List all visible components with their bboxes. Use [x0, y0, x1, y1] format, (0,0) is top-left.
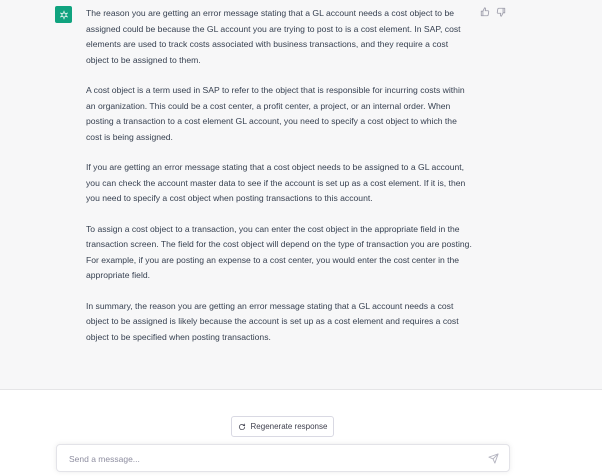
message-paragraph: A cost object is a term used in SAP to refer to the object that is responsible for incurring costs within an organization. This could be a cost center, a profit center, a project, or an internal order. When posting a transaction to a cost element GL account, you need to specify a cost object to which the cost is being assigned. — [86, 85, 465, 142]
thumbs-up-icon[interactable] — [480, 7, 490, 17]
message-paragraph: If you are getting an error message stating that a cost object needs to be assigned to a GL account, you can check the account master data to see if the account is set up as a cost element. If it is, then you need to specify a cost object when posting transactions to this account. — [86, 162, 466, 203]
refresh-icon — [238, 423, 246, 431]
thumbs-down-icon[interactable] — [496, 7, 506, 17]
openai-logo-icon — [55, 6, 72, 23]
message-input[interactable] — [67, 451, 471, 467]
message-paragraph: In summary, the reason you are getting an error message stating that a GL account needs a cost object to be assigned is likely because the account is set up as a cost element and requires a cost object to be specified when posting transactions. — [86, 300, 459, 342]
assistant-message-text — [86, 6, 472, 360]
send-icon[interactable] — [488, 453, 499, 464]
regenerate-response-button[interactable] — [231, 416, 334, 437]
message-paragraph: The reason you are getting an error message stating that a GL account needs a cost object to be assigned could be because the GL account you are trying to post to is a cost element. In SAP, cost elements are used to track costs associated with business transactions, and they require a cost object to be assigned to them. — [86, 8, 461, 65]
message-composer — [56, 444, 510, 472]
message-paragraph: To assign a cost object to a transaction, you can enter the cost object in the appropriate field in the transaction screen. The field for the cost object will depend on the type of transaction you are posting. For example, if you are posting an expense to a cost center, you would enter the cost center in the appropriate field. — [86, 223, 472, 280]
feedback-buttons — [480, 7, 506, 17]
regenerate-label: Regenerate response — [250, 422, 328, 431]
